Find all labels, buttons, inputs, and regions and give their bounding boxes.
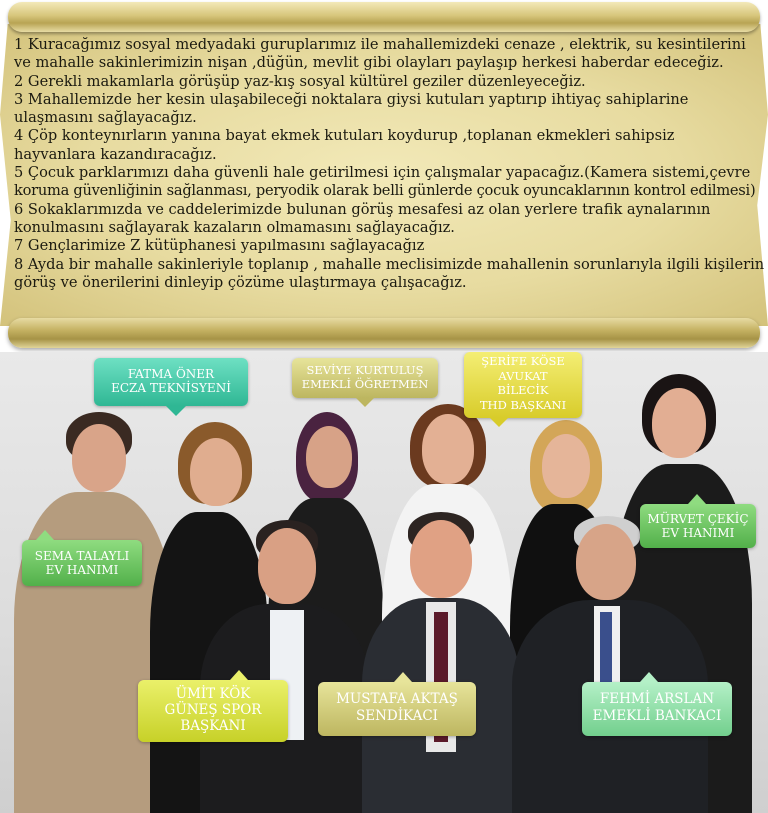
label-tail bbox=[166, 406, 186, 416]
label-tail bbox=[640, 672, 658, 682]
label-title: EV HANIMI bbox=[45, 563, 119, 577]
group-photo bbox=[0, 352, 768, 813]
promise-line: 5 Çocuk parklarımızı daha güvenli hale getirilmesi için çalışmalar yapacağız.(Kamera sistemi,çevre bbox=[14, 164, 751, 182]
label-murvet bbox=[640, 504, 756, 548]
label-name: ŞERİFE KÖSE bbox=[481, 354, 565, 368]
label-tail bbox=[490, 418, 508, 427]
label-name: SEMA TALAYLI bbox=[34, 549, 130, 563]
label-tail bbox=[688, 494, 706, 504]
scroll-roll-top bbox=[8, 2, 760, 32]
promise-line: 1 Kuracağımız sosyal medyadaki guruplarımız ile mahallemizdeki cenaze , elektrik, su kesintilerini bbox=[14, 36, 746, 53]
label-line4: THD BAŞKANI bbox=[479, 397, 567, 412]
person-mustafa bbox=[362, 512, 520, 813]
label-name: FATMA ÖNER bbox=[127, 367, 215, 381]
label-umit bbox=[138, 680, 288, 742]
label-sema bbox=[22, 540, 142, 586]
label-line3: BAŞKANI bbox=[180, 718, 246, 734]
label-name: MÜRVET ÇEKİÇ bbox=[647, 512, 749, 526]
label-seviye bbox=[292, 358, 438, 398]
person-umit bbox=[200, 520, 370, 813]
person-fehmi bbox=[512, 516, 708, 813]
label-mustafa bbox=[318, 682, 476, 736]
label-title: EMEKLİ BANKACI bbox=[592, 708, 722, 724]
promise-line: konulmasını sağlayarak kazaların olmamasını sağlayacağız. bbox=[14, 218, 455, 236]
label-fehmi bbox=[582, 682, 732, 736]
label-name: FEHMİ ARSLAN bbox=[599, 691, 715, 707]
promise-line: 7 Gençlarimize Z kütüphanesi yapılmasını sağlayacağız bbox=[14, 237, 425, 255]
promise-line: ulaşmasını sağlayacağız. bbox=[14, 109, 197, 127]
label-serife bbox=[464, 352, 582, 418]
label-name: SEVİYE KURTULUŞ bbox=[306, 363, 424, 377]
promise-line: koruma güvenliğinin sağlanması, peryodik olarak belli günlerde çocuk oyuncaklarının kontrol edilmesi) bbox=[14, 182, 756, 200]
promise-line: 2 Gerekli makamlarla görüşüp yaz-kış sosyal kültürel geziler düzenleyeceğiz. bbox=[14, 72, 586, 90]
label-line2: AVUKAT bbox=[498, 368, 548, 383]
promise-line: hayvanlara kazandıracağız. bbox=[14, 145, 217, 163]
promise-line: görüş ve önerilerini dinleyip çözüme ulaştırmaya çalışacağız. bbox=[14, 273, 467, 291]
label-fatma bbox=[94, 358, 248, 406]
promise-line: ve mahalle sakinlerimizin nişan ,düğün, mevlit gibi olayları paylaşıp herkesi haberdar edeceğiz. bbox=[14, 54, 724, 72]
label-name: MUSTAFA AKTAŞ bbox=[336, 691, 458, 707]
promise-line: 8 Ayda bir mahalle sakinleriyle toplanıp , mahalle meclisimizde mahallenin sorunlarıyla ilgili kişilerin bbox=[14, 255, 765, 273]
parchment-scroll bbox=[0, 0, 768, 352]
label-name: ÜMİT KÖK bbox=[175, 686, 251, 702]
label-line2: GÜNEŞ SPOR bbox=[164, 702, 262, 718]
promise-line: 4 Çöp konteynırların yanına bayat ekmek kutuları koydurup ,toplanan ekmekleri sahipsiz bbox=[14, 127, 675, 145]
promise-list bbox=[14, 36, 765, 292]
label-tail bbox=[394, 672, 412, 682]
promise-line: 3 Mahallemizde her kesin ulaşabileceği noktalara giysi kutuları yaptırıp ihtiyaç sahiplarine bbox=[14, 90, 689, 108]
label-tail bbox=[36, 530, 54, 540]
scroll-roll-bottom bbox=[8, 318, 760, 348]
label-tail bbox=[230, 670, 248, 680]
label-title: EV HANIMI bbox=[661, 526, 735, 540]
label-tail bbox=[356, 398, 374, 407]
label-title: ECZA TEKNİSYENİ bbox=[111, 381, 231, 395]
label-title: SENDİKACI bbox=[355, 708, 439, 724]
label-title: EMEKLİ ÖĞRETMEN bbox=[301, 377, 429, 391]
promise-line: 6 Sokaklarımızda ve caddelerimizde bulunan görüş mesafesi az olan yerlere trafik aynalarının bbox=[14, 200, 711, 218]
label-line3: BİLECİK bbox=[497, 383, 549, 397]
